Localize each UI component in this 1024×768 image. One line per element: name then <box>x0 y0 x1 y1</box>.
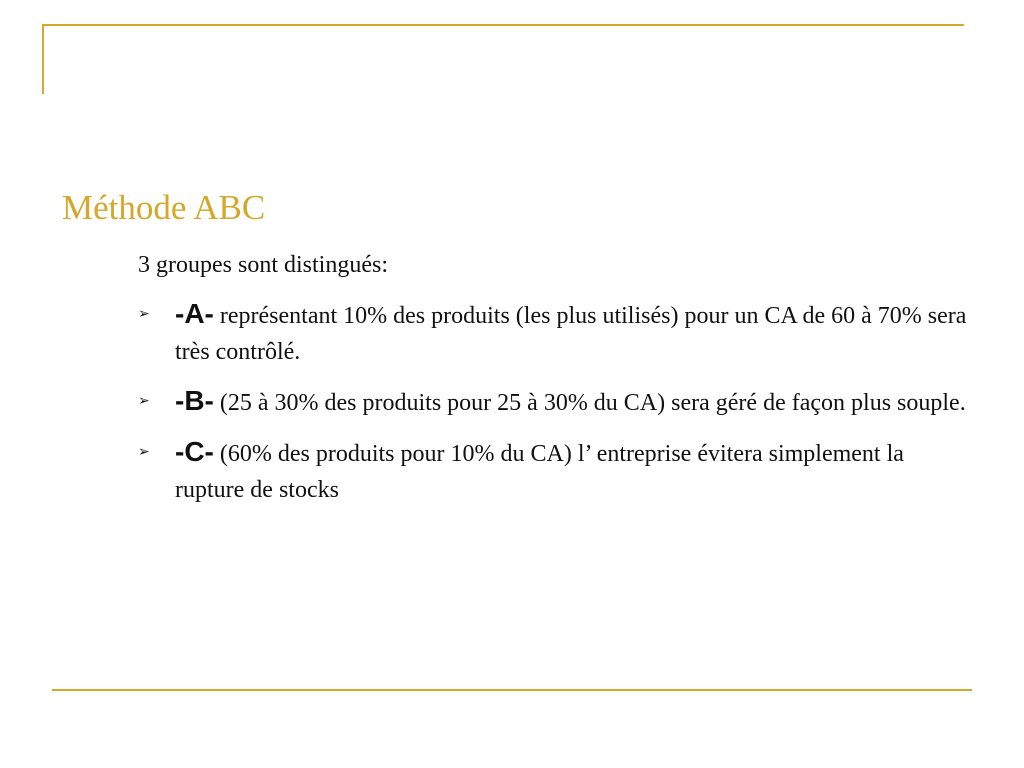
top-rule <box>42 24 964 26</box>
bullet-text-b: (25 à 30% des produits pour 25 à 30% du CA) sera géré de façon plus souple. <box>213 390 966 416</box>
bullet-item-a <box>138 296 968 370</box>
arrow-bullet-icon: ➢ <box>138 444 150 460</box>
arrow-bullet-icon: ➢ <box>138 306 150 322</box>
bullet-list <box>138 296 968 521</box>
intro-text: 3 groupes sont distingués: <box>138 252 388 278</box>
group-label-a: -A- <box>175 298 214 329</box>
bullet-item-b <box>138 383 968 421</box>
group-label-c: -C- <box>175 436 214 467</box>
arrow-bullet-icon: ➢ <box>138 393 150 409</box>
bullet-item-c <box>138 434 968 508</box>
slide-title: Méthode ABC <box>62 188 266 227</box>
bullet-text-c: (60% des produits pour 10% du CA) l’ entreprise évitera simplement la rupture de stocks <box>175 441 904 503</box>
bottom-rule <box>52 689 972 691</box>
bullet-text-a: représentant 10% des produits (les plus utilisés) pour un CA de 60 à 70% sera très contrôlé. <box>175 303 967 365</box>
left-rule <box>42 24 44 94</box>
group-label-b: -B- <box>175 385 214 416</box>
